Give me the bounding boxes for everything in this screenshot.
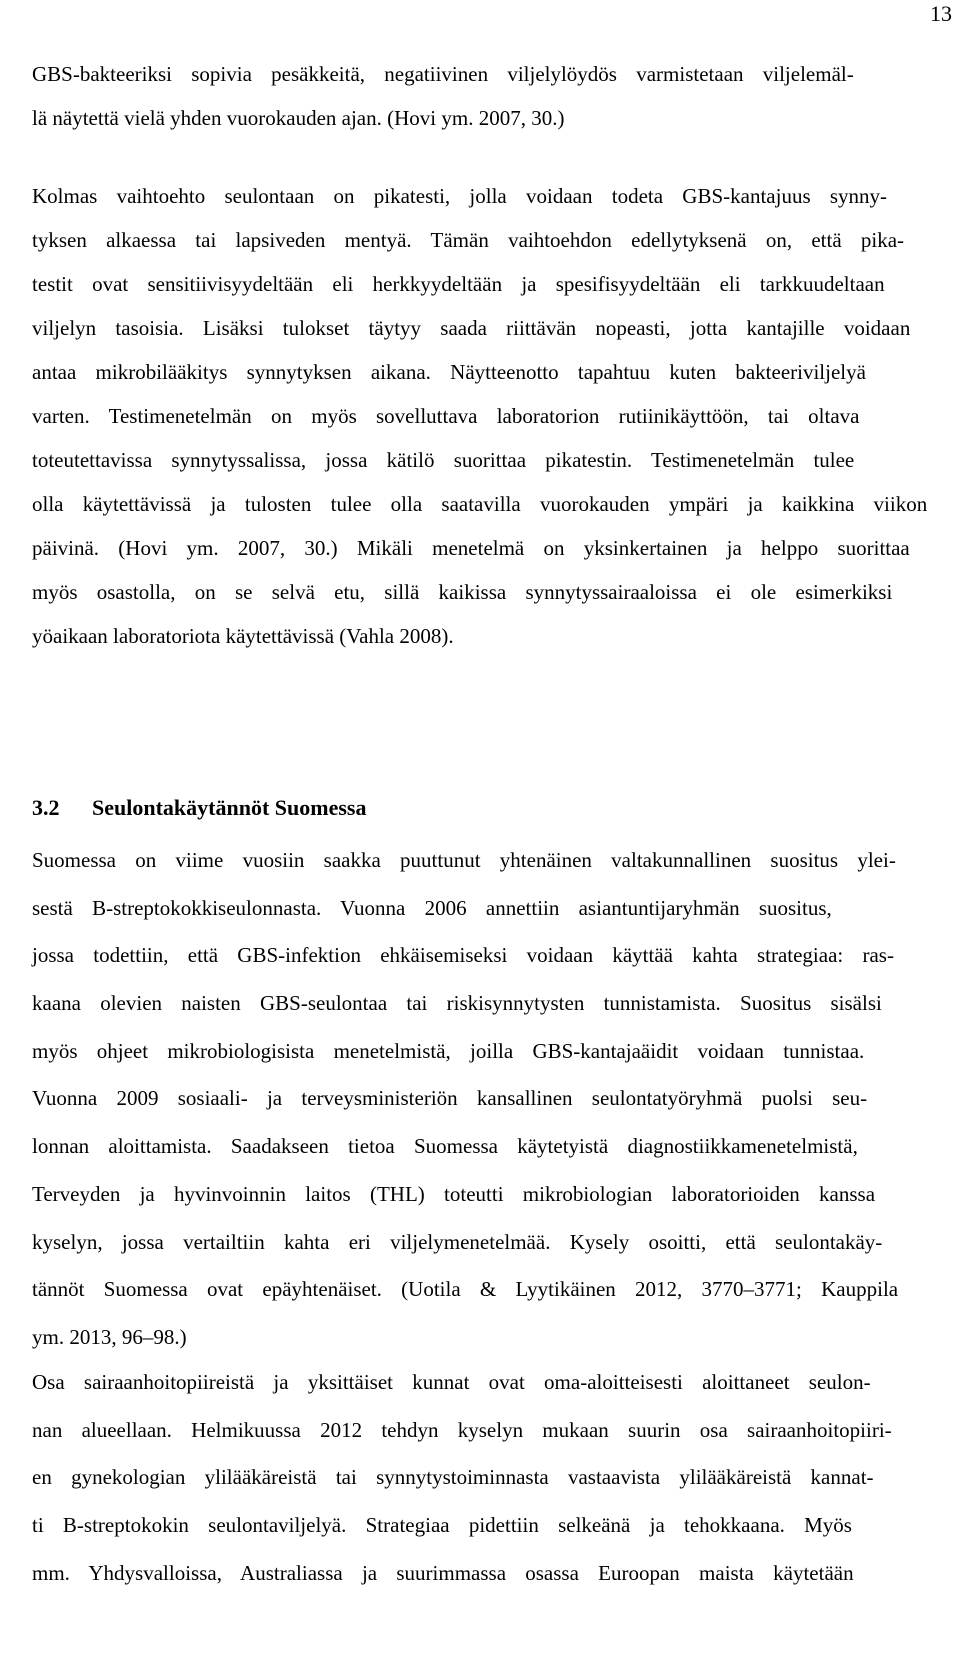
paragraph-sairaanhoitopiirit bbox=[32, 1359, 932, 1597]
text-line: Terveyden ja hyvinvoinnin laitos (THL) toteutti mikrobiologian laboratorioiden kanssa bbox=[32, 1181, 876, 1206]
text-line: myös osastolla, on se selvä etu, sillä kaikissa synnytyssairaaloissa ei ole esimerkiksi bbox=[32, 580, 893, 604]
page-number: 13 bbox=[930, 1, 952, 26]
text-line: lonnan aloittamista. Saadakseen tietoa Suomessa käytetyistä diagnostiikkamenetelmistä, bbox=[32, 1134, 858, 1159]
paragraph-viljelyloydos bbox=[32, 52, 932, 140]
text-line: varten. Testimenetelmän on myös sovelluttava laboratorion rutiinikäyttöön, tai oltava bbox=[32, 404, 860, 428]
text-line: toteutettavissa synnytyssalissa, jossa kätilö suorittaa pikatestin. Testimenetelmän tulee bbox=[32, 448, 855, 472]
text-line: ti B-streptokokin seulontaviljelyä. Strategiaa pidettiin selkeänä ja tehokkaana. Myös bbox=[32, 1513, 852, 1538]
text-line: jossa todettiin, että GBS-infektion ehkäisemiseksi voidaan käyttää kahta strategiaa: ras- bbox=[32, 943, 894, 968]
text-line: testit ovat sensitiivisyydeltään eli herkkyydeltään ja spesifisyydeltään eli tarkkuudeltaan bbox=[32, 272, 885, 296]
text-line: tännöt Suomessa ovat epäyhtenäiset. (Uotila & Lyytikäinen 2012, 3770–3771; Kauppila bbox=[32, 1277, 899, 1302]
text-line: yöaikaan laboratoriota käytettävissä (Vahla 2008). bbox=[32, 624, 454, 648]
text-line: olla käytettävissä ja tulosten tulee olla saatavilla vuorokauden ympäri ja kaikkina viikon bbox=[32, 492, 928, 516]
text-line: Osa sairaanhoitopiireistä ja yksittäiset kunnat ovat oma-aloitteisesti aloittaneet seulon- bbox=[32, 1370, 871, 1394]
text-line: kaana olevien naisten GBS-seulontaa tai riskisynnytysten tunnistamista. Suositus sisälsi bbox=[32, 991, 882, 1016]
text-line: viljelyn tasoisia. Lisäksi tulokset täytyy saada riittävän nopeasti, jotta kantajille voidaan bbox=[32, 316, 911, 340]
paragraph-pikatesti bbox=[32, 174, 932, 658]
text-line: nan alueellaan. Helmikuussa 2012 tehdyn kyselyn mukaan suurin osa sairaanhoitopiiri- bbox=[32, 1417, 892, 1442]
text-line: antaa mikrobilääkitys synnytyksen aikana. Näytteenotto tapahtuu kuten bakteeriviljelyä bbox=[32, 360, 866, 384]
text-line: lä näytettä vielä yhden vuorokauden ajan. (Hovi ym. 2007, 30.) bbox=[32, 106, 565, 130]
text-line: Vuonna 2009 sosiaali- ja terveysministeriön kansallinen seulontatyöryhmä puolsi seu- bbox=[32, 1086, 868, 1111]
text-line: Kolmas vaihtoehto seulontaan on pikatesti, jolla voidaan todeta GBS-kantajuus synny- bbox=[32, 184, 888, 208]
text-line: mm. Yhdysvalloissa, Australiassa ja suurimmassa osassa Euroopan maista käytetään bbox=[32, 1560, 854, 1585]
text-line: GBS-bakteeriksi sopivia pesäkkeitä, negatiivinen viljelylöydös varmistetaan viljelemäl- bbox=[32, 62, 854, 86]
text-line: myös ohjeet mikrobiologisista menetelmistä, joilla GBS-kantajaäidit voidaan tunnistaa. bbox=[32, 1038, 865, 1063]
section-number: 3.2 bbox=[32, 795, 60, 820]
text-line: Suomessa on viime vuosiin saakka puuttunut yhtenäinen valtakunnallinen suositus ylei- bbox=[32, 848, 896, 872]
text-line: tyksen alkaessa tai lapsiveden mentyä. Tämän vaihtoehdon edellytyksenä on, että pika- bbox=[32, 228, 905, 252]
paragraph-suomen-suositukset bbox=[32, 837, 932, 1362]
text-line: kyselyn, jossa vertailtiin kahta eri viljelymenetelmää. Kysely osoitti, että seulontakäy- bbox=[32, 1229, 883, 1254]
text-line: en gynekologian ylilääkäreistä tai synnytystoiminnasta vastaavista ylilääkäreistä kannat- bbox=[32, 1465, 874, 1490]
section-title: Seulontakäytännöt Suomessa bbox=[92, 795, 367, 820]
text-line: päivinä. (Hovi ym. 2007, 30.) Mikäli menetelmä on yksinkertainen ja helppo suorittaa bbox=[32, 536, 910, 560]
text-line: ym. 2013, 96–98.) bbox=[32, 1324, 187, 1349]
text-line: sestä B-streptokokkiseulonnasta. Vuonna 2006 annettiin asiantuntijaryhmän suositus, bbox=[32, 895, 832, 920]
section-heading bbox=[32, 795, 366, 821]
